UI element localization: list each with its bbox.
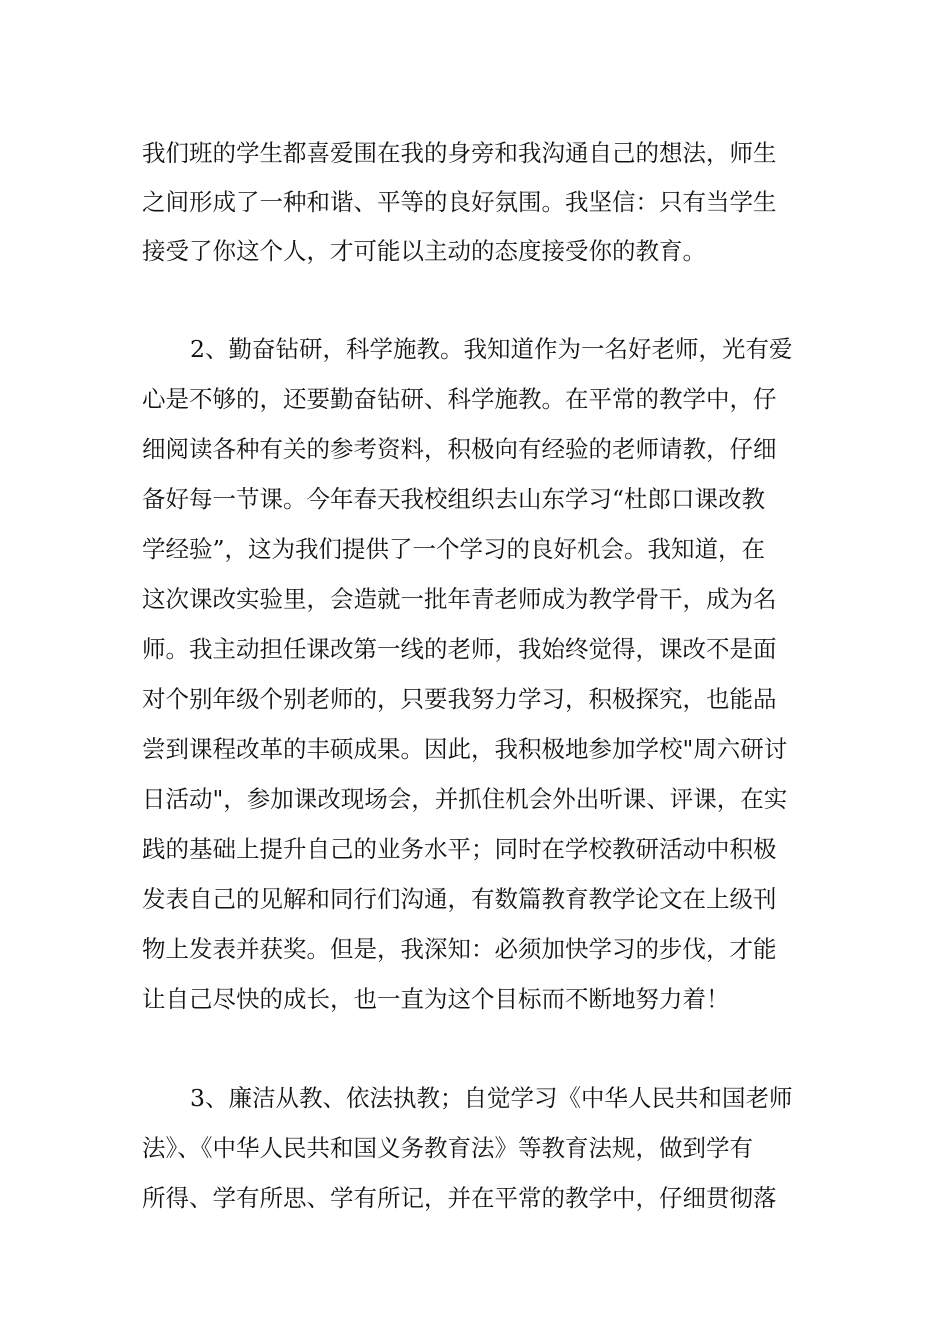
text-line: 法》、《中华人民共和国义务教育法》等教育法规，做到学有 bbox=[142, 1134, 753, 1162]
text-line: 所得、学有所思、学有所记，并在平常的教学中，仔细贯彻落 bbox=[142, 1184, 777, 1212]
text-line: 发表自己的见解和同行们沟通，有数篇教育教学论文在上级刊 bbox=[142, 885, 777, 913]
text-line: 尝到课程改革的丰硕成果。因此，我积极地参加学校"周六研讨 bbox=[142, 735, 788, 763]
text-line: 师。我主动担任课改第一线的老师，我始终觉得，课改不是面 bbox=[142, 635, 777, 663]
text-line: 学经验”，这为我们提供了一个学习的良好机会。我知道，在 bbox=[142, 535, 766, 563]
text-line: 这次课改实验里，会造就一批年青老师成为教学骨干，成为名 bbox=[142, 585, 777, 613]
text-line: 对个别年级个别老师的，只要我努力学习，积极探究，也能品 bbox=[142, 685, 777, 713]
text-line: 心是不够的，还要勤奋钻研、科学施教。在平常的教学中，仔 bbox=[142, 385, 777, 413]
text-line: 让自己尽快的成长，也一直为这个目标而不断地努力着！ bbox=[142, 985, 730, 1013]
text-line: 之间形成了一种和谐、平等的良好氛围。我坚信：只有当学生 bbox=[142, 188, 777, 216]
text-line: 细阅读各种有关的参考资料，积极向有经验的老师请教，仔细 bbox=[142, 435, 777, 463]
text-line: 2、勤奋钻研，科学施教。我知道作为一名好老师，光有爱 bbox=[190, 335, 793, 363]
text-line: 我们班的学生都喜爱围在我的身旁和我沟通自己的想法，师生 bbox=[142, 139, 777, 167]
text-line: 备好每一节课。今年春天我校组织去山东学习“杜郎口课改教 bbox=[142, 485, 766, 513]
text-line: 接受了你这个人，才可能以主动的态度接受你的教育。 bbox=[142, 237, 706, 265]
text-line: 践的基础上提升自己的业务水平；同时在学校教研活动中积极 bbox=[142, 835, 777, 863]
text-line: 日活动"，参加课改现场会，并抓住机会外出听课、评课，在实 bbox=[142, 785, 788, 813]
text-line: 物上发表并获奖。但是，我深知：必须加快学习的步伐，才能 bbox=[142, 935, 777, 963]
text-line: 3、廉洁从教、依法执教；自觉学习《中华人民共和国老师 bbox=[190, 1084, 793, 1112]
